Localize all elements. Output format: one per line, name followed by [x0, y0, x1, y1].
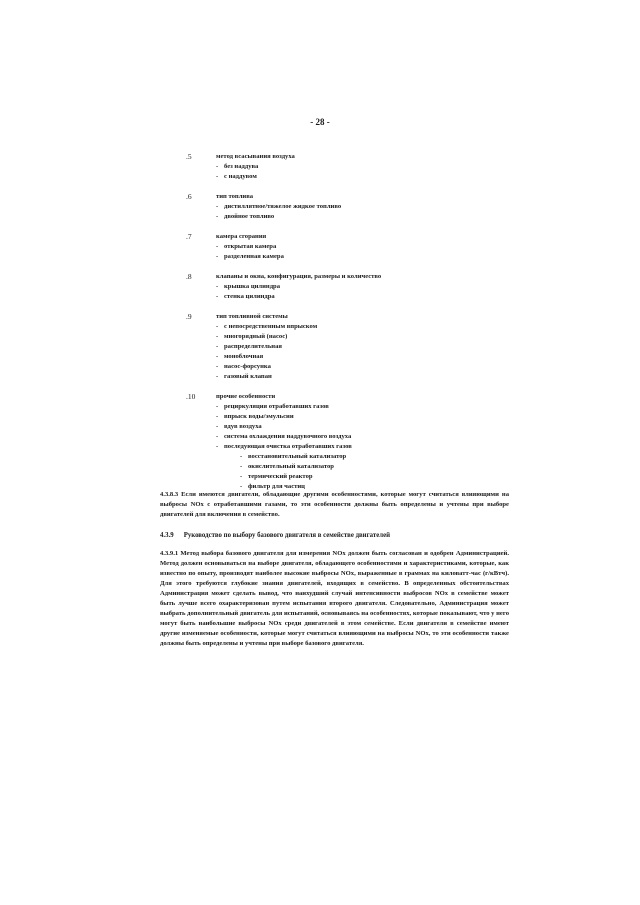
- section-title: Руководство по выбору базового двигателя в семействе двигателей: [183, 532, 390, 539]
- criteria-number: .7: [186, 232, 192, 241]
- criteria-group: [0, 312, 640, 382]
- paragraph-4-3-8-3: 4.3.8.3 Если имеются двигатели, обладающие другими особенностями, которые могут считаться влияющими на выбросы NOx с отработавшими газами, то эти особенности должны быть определены и учтены при выборе двигателей для включения в семейство.: [160, 491, 509, 518]
- criteria-group: [0, 392, 640, 492]
- criteria-group: [0, 152, 640, 182]
- criteria-item-text: последующая очистка отработавших газов: [224, 443, 352, 450]
- criteria-group: [0, 192, 640, 222]
- criteria-number: .6: [186, 192, 192, 201]
- criteria-items: [0, 202, 640, 222]
- criteria-item-text: газовый клапан: [224, 373, 272, 380]
- criteria-subitem-text: термический реактор: [248, 473, 313, 480]
- criteria-item-text: рециркуляция отработавших газов: [224, 403, 329, 410]
- criteria-number: .9: [186, 312, 192, 321]
- criteria-number: .10: [186, 392, 196, 401]
- criteria-item-text: дистиллятное/тяжелое жидкое топливо: [224, 203, 342, 210]
- criteria-item-text: стенка цилиндра: [224, 293, 275, 300]
- criteria-item: - многорядный (насос): [216, 333, 288, 340]
- criteria-title: прочие особенности: [216, 393, 276, 400]
- criteria-item: - крышка цилиндра: [216, 283, 281, 290]
- criteria-item-text: моноблочная: [224, 353, 264, 360]
- criteria-item: - с наддувом: [216, 173, 257, 180]
- criteria-item: - открытая камера: [216, 243, 277, 250]
- criteria-item: - дистиллятное/тяжелое жидкое топливо: [216, 203, 342, 210]
- criteria-item: - насос-форсунка: [216, 363, 271, 370]
- criteria-item: - распределительная: [216, 343, 282, 350]
- section-heading-4-3-9: [160, 531, 509, 541]
- criteria-title: камера сгорания: [216, 233, 267, 240]
- criteria-item-text: с наддувом: [224, 173, 257, 180]
- criteria-number: .5: [186, 152, 192, 161]
- criteria-items: [0, 242, 640, 262]
- criteria-item: - разделенная камера: [216, 253, 284, 260]
- section-number: 4.3.9: [160, 532, 174, 539]
- criteria-subitem-text: окислительный катализатор: [248, 463, 334, 470]
- criteria-subitem-text: фильтр для частиц: [248, 483, 305, 490]
- criteria-item-text: впрыск воды/эмульсии: [224, 413, 294, 420]
- criteria-item-text: насос-форсунка: [224, 363, 271, 370]
- criteria-item: - рециркуляция отработавших газов: [216, 403, 329, 410]
- criteria-title: клапаны и окна, конфигурация, размеры и количество: [216, 273, 382, 280]
- criteria-item: - система охлаждения наддувочного воздуха: [216, 433, 352, 440]
- criteria-item: - вдув воздуха: [216, 423, 262, 430]
- criteria-subitem: - восстановительный катализатор: [240, 453, 347, 460]
- criteria-group: [0, 272, 640, 302]
- criteria-items: [0, 282, 640, 302]
- criteria-item: - газовый клапан: [216, 373, 272, 380]
- criteria-items: [0, 322, 640, 382]
- criteria-item: - последующая очистка отработавших газов: [216, 443, 352, 450]
- criteria-item-text: многорядный (насос): [224, 333, 288, 340]
- criteria-items: [0, 402, 640, 452]
- criteria-item-text: разделенная камера: [224, 253, 284, 260]
- paragraph-4-3-9-1: 4.3.9.1 Метод выбора базового двигателя для измерения NOx должен быть согласован и одобрен Администрацией. Метод должен основываться на выборе двигателя, обладающего особенностями и характеристиками, которые, как известно по опыту, производят наиболее высокие выбросы NOx, выраженные в граммах на киловатт-час (г/кВтч). Для этого требуются глубокие знания двигателей, входящих в семейство. В определенных обстоятельствах Администрация может сделать вывод, что наихудший случай интенсивности выбросов NOx в семействе может быть лучше всего охарактеризован путем испытания второго двигателя. Следовательно, Администрация может выбрать дополнительный двигатель для испытаний, основываясь на особенностях, которые показывают, что у него могут быть наибольшие выбросы NOx среди двигателей в этом семействе. Если двигатели в семействе имеют другие изменяемые особенности, которые могут считаться влияющими на выбросы NOx, то эти особенности также должны быть определены и учтены при выборе базового двигателя.: [160, 550, 509, 647]
- criteria-title: тип топливной системы: [216, 313, 288, 320]
- criteria-item-text: с непосредственным впрыском: [224, 323, 318, 330]
- criteria-number: .8: [186, 272, 192, 281]
- criteria-item-text: двойное топливо: [224, 213, 275, 220]
- page-number: - 28 -: [310, 117, 330, 127]
- criteria-items: [0, 162, 640, 182]
- criteria-item-text: вдув воздуха: [224, 423, 262, 430]
- criteria-subitem: - окислительный катализатор: [240, 463, 334, 470]
- criteria-subitem: - термический реактор: [240, 473, 313, 480]
- engine-family-criteria-list: [0, 152, 640, 502]
- criteria-item: - с непосредственным впрыском: [216, 323, 318, 330]
- criteria-subitem: - фильтр для частиц: [240, 483, 305, 490]
- criteria-item-text: система охлаждения наддувочного воздуха: [224, 433, 352, 440]
- criteria-title: метод всасывания воздуха: [216, 153, 295, 160]
- criteria-item: - впрыск воды/эмульсии: [216, 413, 294, 420]
- criteria-item-text: распределительная: [224, 343, 282, 350]
- criteria-item: - двойное топливо: [216, 213, 275, 220]
- criteria-item-text: открытая камера: [224, 243, 277, 250]
- criteria-subitems: [0, 452, 640, 492]
- criteria-group: [0, 232, 640, 262]
- criteria-subitem-text: восстановительный катализатор: [248, 453, 347, 460]
- criteria-item: - без наддува: [216, 163, 259, 170]
- criteria-item: - стенка цилиндра: [216, 293, 275, 300]
- criteria-item: - моноблочная: [216, 353, 264, 360]
- criteria-item-text: без наддува: [224, 163, 259, 170]
- criteria-item-text: крышка цилиндра: [224, 283, 281, 290]
- criteria-title: тип топлива: [216, 193, 254, 200]
